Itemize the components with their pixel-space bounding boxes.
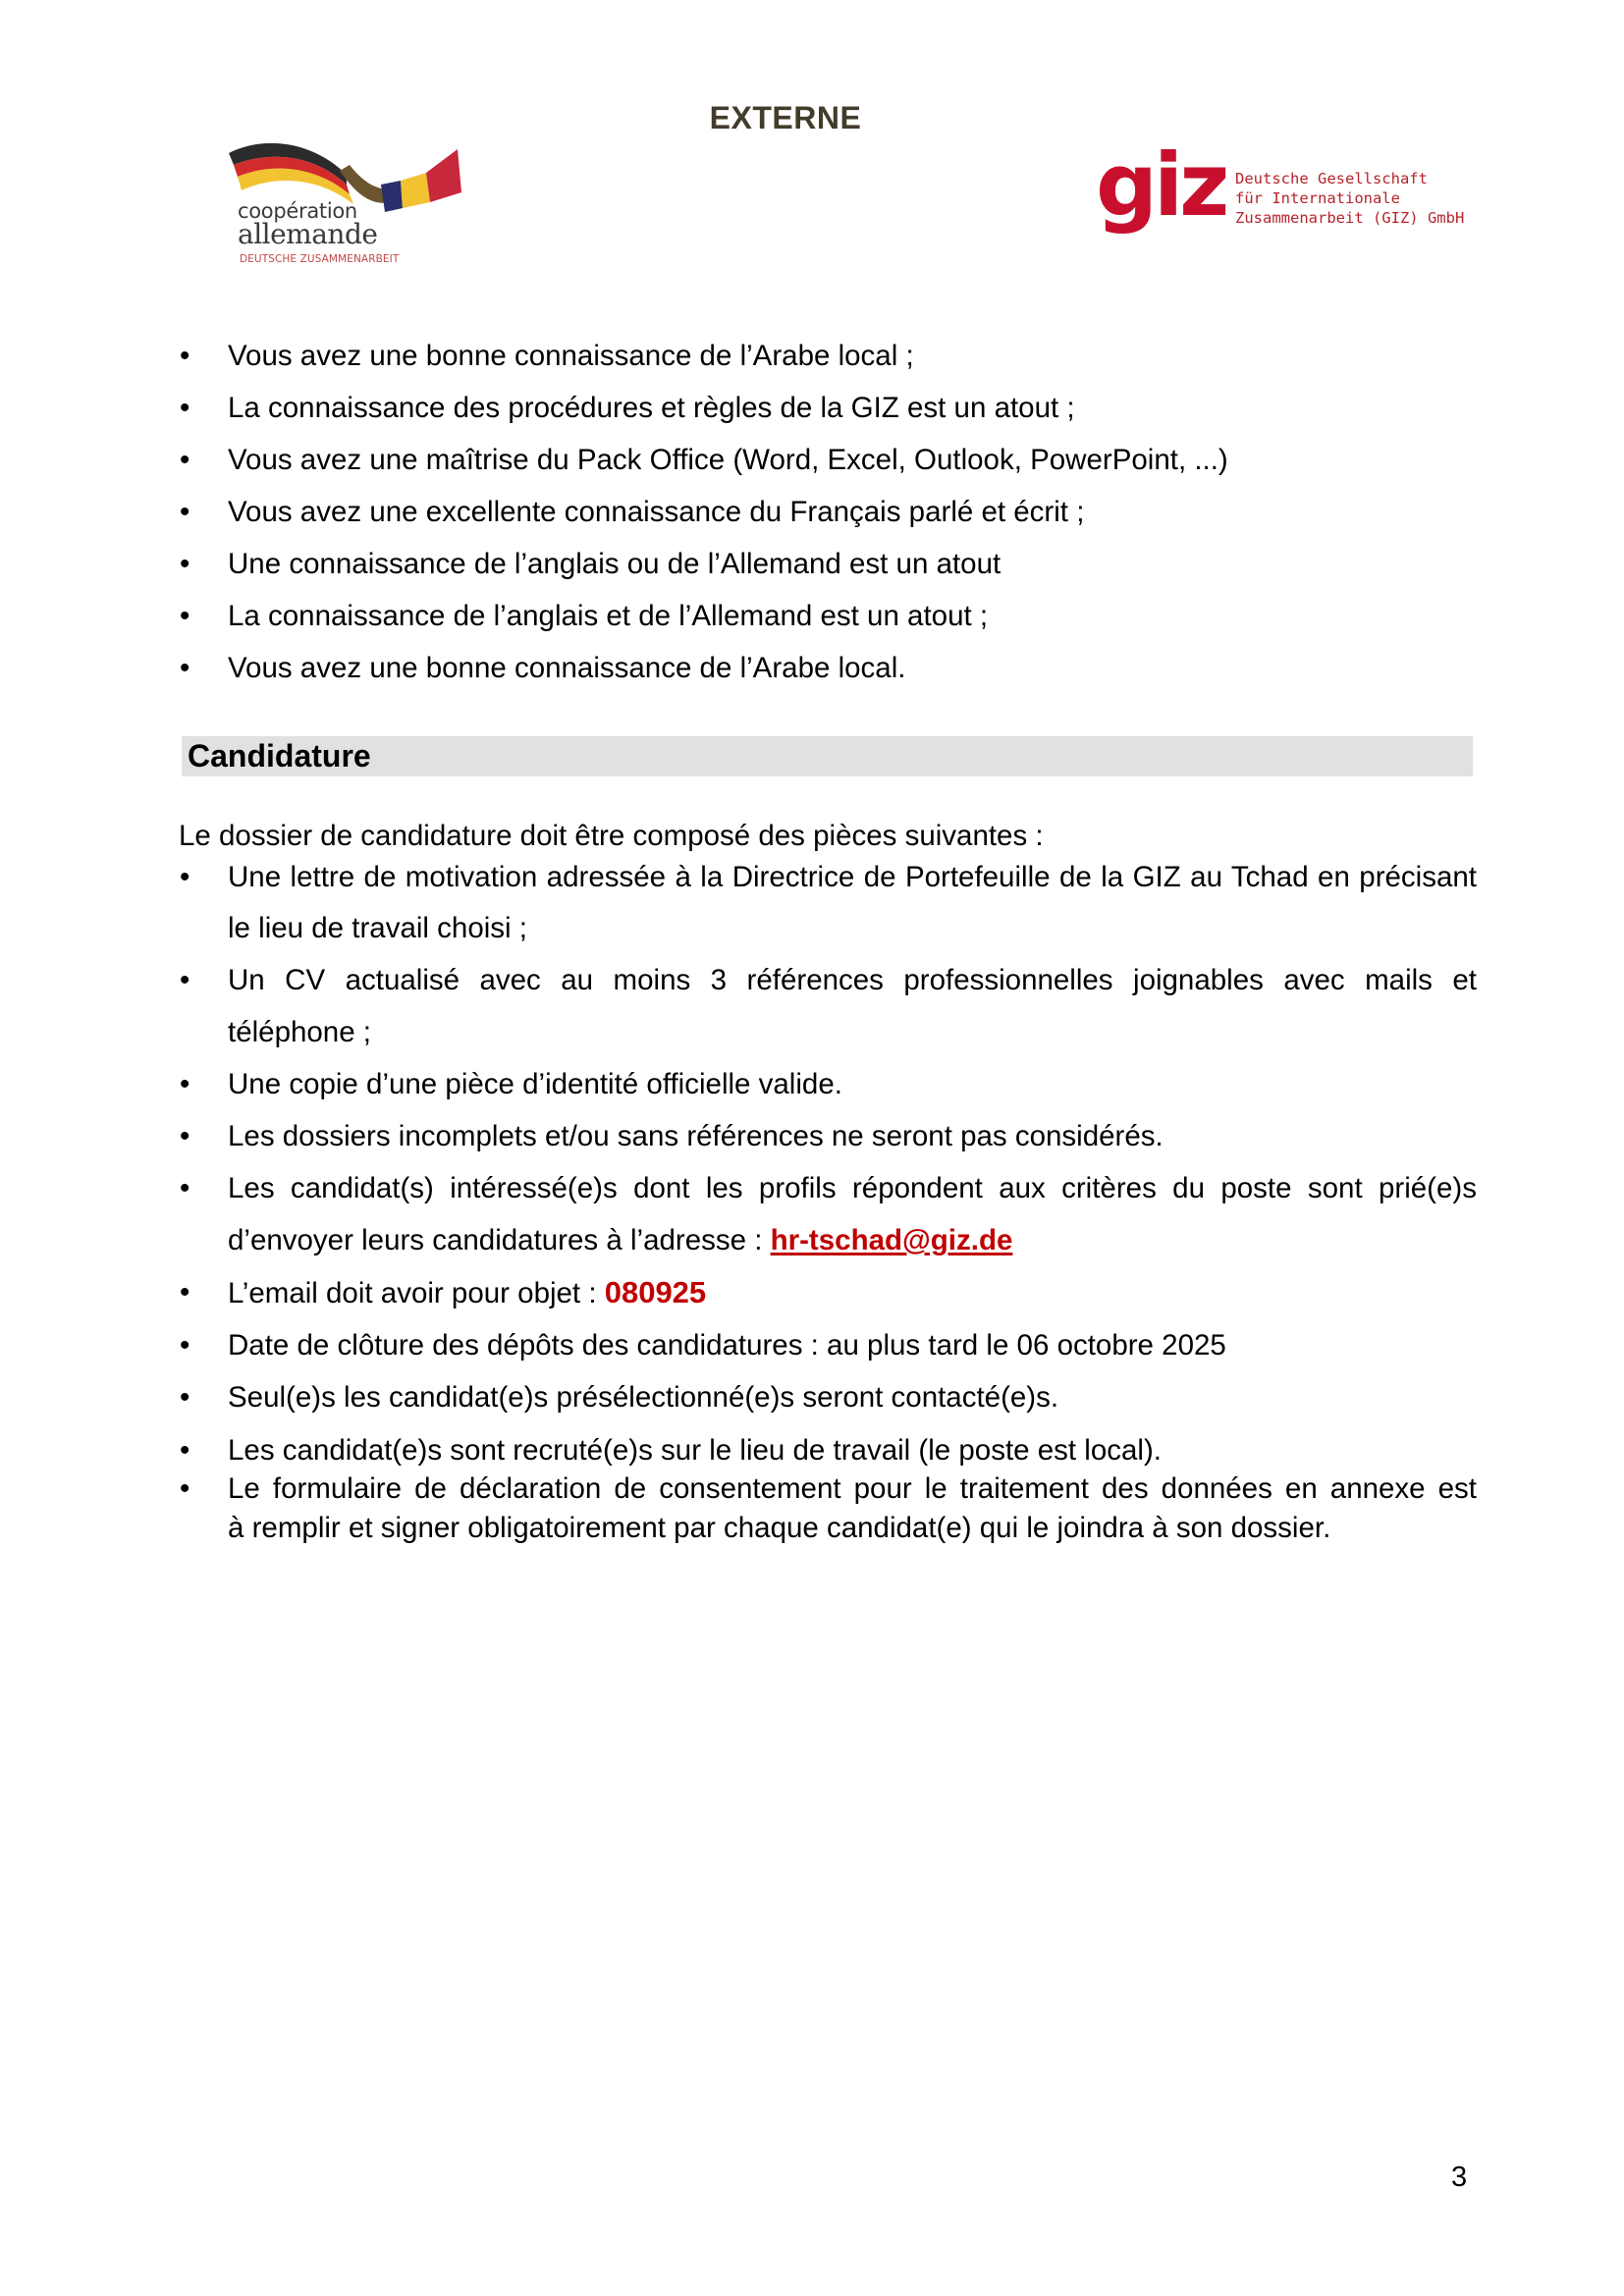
list-item: Vous avez une maîtrise du Pack Office (Word, Excel, Outlook, PowerPoint, ...): [228, 444, 1228, 476]
bullet-icon: •: [180, 1472, 190, 1505]
bullet-icon: •: [180, 392, 190, 424]
list-item: Vous avez une bonne connaissance de l’Arabe local ;: [228, 340, 914, 372]
list-item-id-copy: Une copie d’une pièce d’identité officielle valide.: [228, 1068, 842, 1100]
list-item-deadline: Date de clôture des dépôts des candidatures : au plus tard le 06 octobre 2025: [228, 1329, 1226, 1362]
list-item: La connaissance de l’anglais et de l’Allemand est un atout ;: [228, 600, 989, 632]
list-item: Une connaissance de l’anglais ou de l’Allemand est un atout: [228, 548, 1001, 580]
logo-text-cooperation: coopération: [238, 199, 357, 223]
giz-name-line-3: Zusammenarbeit (GIZ) GmbH: [1235, 209, 1465, 227]
cooperation-allemande-logo: [224, 135, 469, 273]
giz-name-line-2: für Internationale: [1235, 189, 1400, 207]
bullet-icon: •: [180, 1329, 190, 1362]
list-item-incomplete: Les dossiers incomplets et/ou sans références ne seront pas considérés.: [228, 1120, 1164, 1152]
subject-prefix: L’email doit avoir pour objet :: [228, 1277, 605, 1309]
giz-name-line-1: Deutsche Gesellschaft: [1235, 170, 1428, 187]
bullet-icon: •: [180, 340, 190, 372]
giz-logo: [1096, 134, 1489, 257]
bullet-icon: •: [180, 600, 190, 632]
logo-text-deutsche-zusammenarbeit: DEUTSCHE ZUSAMMENARBEIT: [240, 253, 400, 265]
bullet-icon: •: [180, 548, 190, 580]
bullet-icon: •: [180, 1276, 190, 1308]
giz-full-name: [1235, 169, 1464, 228]
list-item: Vous avez une bonne connaissance de l’Arabe local.: [228, 652, 906, 684]
list-item-local: Les candidat(e)s sont recruté(e)s sur le lieu de travail (le poste est local).: [228, 1434, 1162, 1467]
list-item-letter-line-1: Une lettre de motivation adressée à la Directrice de Portefeuille de la GIZ au Tchad en précisant: [228, 861, 1477, 893]
bullet-icon: •: [180, 1434, 190, 1467]
list-item-letter-line-2: le lieu de travail choisi ;: [228, 912, 527, 944]
email-link[interactable]: hr-tschad@giz.de: [770, 1224, 1013, 1256]
list-item-send-line-2: [228, 1224, 1012, 1257]
bullet-icon: •: [180, 964, 190, 996]
page-number: 3: [1451, 2162, 1468, 2193]
list-item: Vous avez une excellente connaissance du Français parlé et écrit ;: [228, 496, 1085, 528]
document-classification: EXTERNE: [709, 100, 862, 135]
logo-text-allemande: allemande: [238, 218, 378, 250]
list-item-subject: [228, 1276, 706, 1310]
bullet-icon: •: [180, 496, 190, 528]
list-item-cv-line-2: téléphone ;: [228, 1016, 371, 1048]
bullet-icon: •: [180, 1068, 190, 1100]
bullet-icon: •: [180, 1381, 190, 1414]
list-item-send-line-1: Les candidat(s) intéressé(e)s dont les profils répondent aux critères du poste sont prié(e)s: [228, 1172, 1477, 1204]
bullet-icon: •: [180, 861, 190, 893]
list-item-cv-line-1: Un CV actualisé avec au moins 3 références professionnelles joignables avec mails et: [228, 964, 1477, 996]
list-item-shortlist: Seul(e)s les candidat(e)s présélectionné(e)s seront contacté(e)s.: [228, 1381, 1059, 1414]
bullet-icon: •: [180, 1120, 190, 1152]
bullet-icon: •: [180, 444, 190, 476]
candidature-intro: Le dossier de candidature doit être composé des pièces suivantes :: [179, 820, 1044, 852]
bullet-icon: •: [180, 652, 190, 684]
section-heading-candidature: [182, 736, 1473, 776]
send-prefix: d’envoyer leurs candidatures à l’adresse :: [228, 1224, 771, 1256]
bullet-icon: •: [180, 1172, 190, 1204]
list-item-consent-line-1: Le formulaire de déclaration de consentement pour le traitement des données en annexe est: [228, 1472, 1477, 1505]
section-heading-text: Candidature: [188, 738, 371, 774]
subject-code: 080925: [604, 1275, 707, 1309]
giz-wordmark: giz: [1096, 134, 1226, 236]
list-item: La connaissance des procédures et règles de la GIZ est un atout ;: [228, 392, 1075, 424]
list-item-consent-line-2: à remplir et signer obligatoirement par chaque candidat(e) qui le joindra à son dossier.: [228, 1512, 1331, 1544]
